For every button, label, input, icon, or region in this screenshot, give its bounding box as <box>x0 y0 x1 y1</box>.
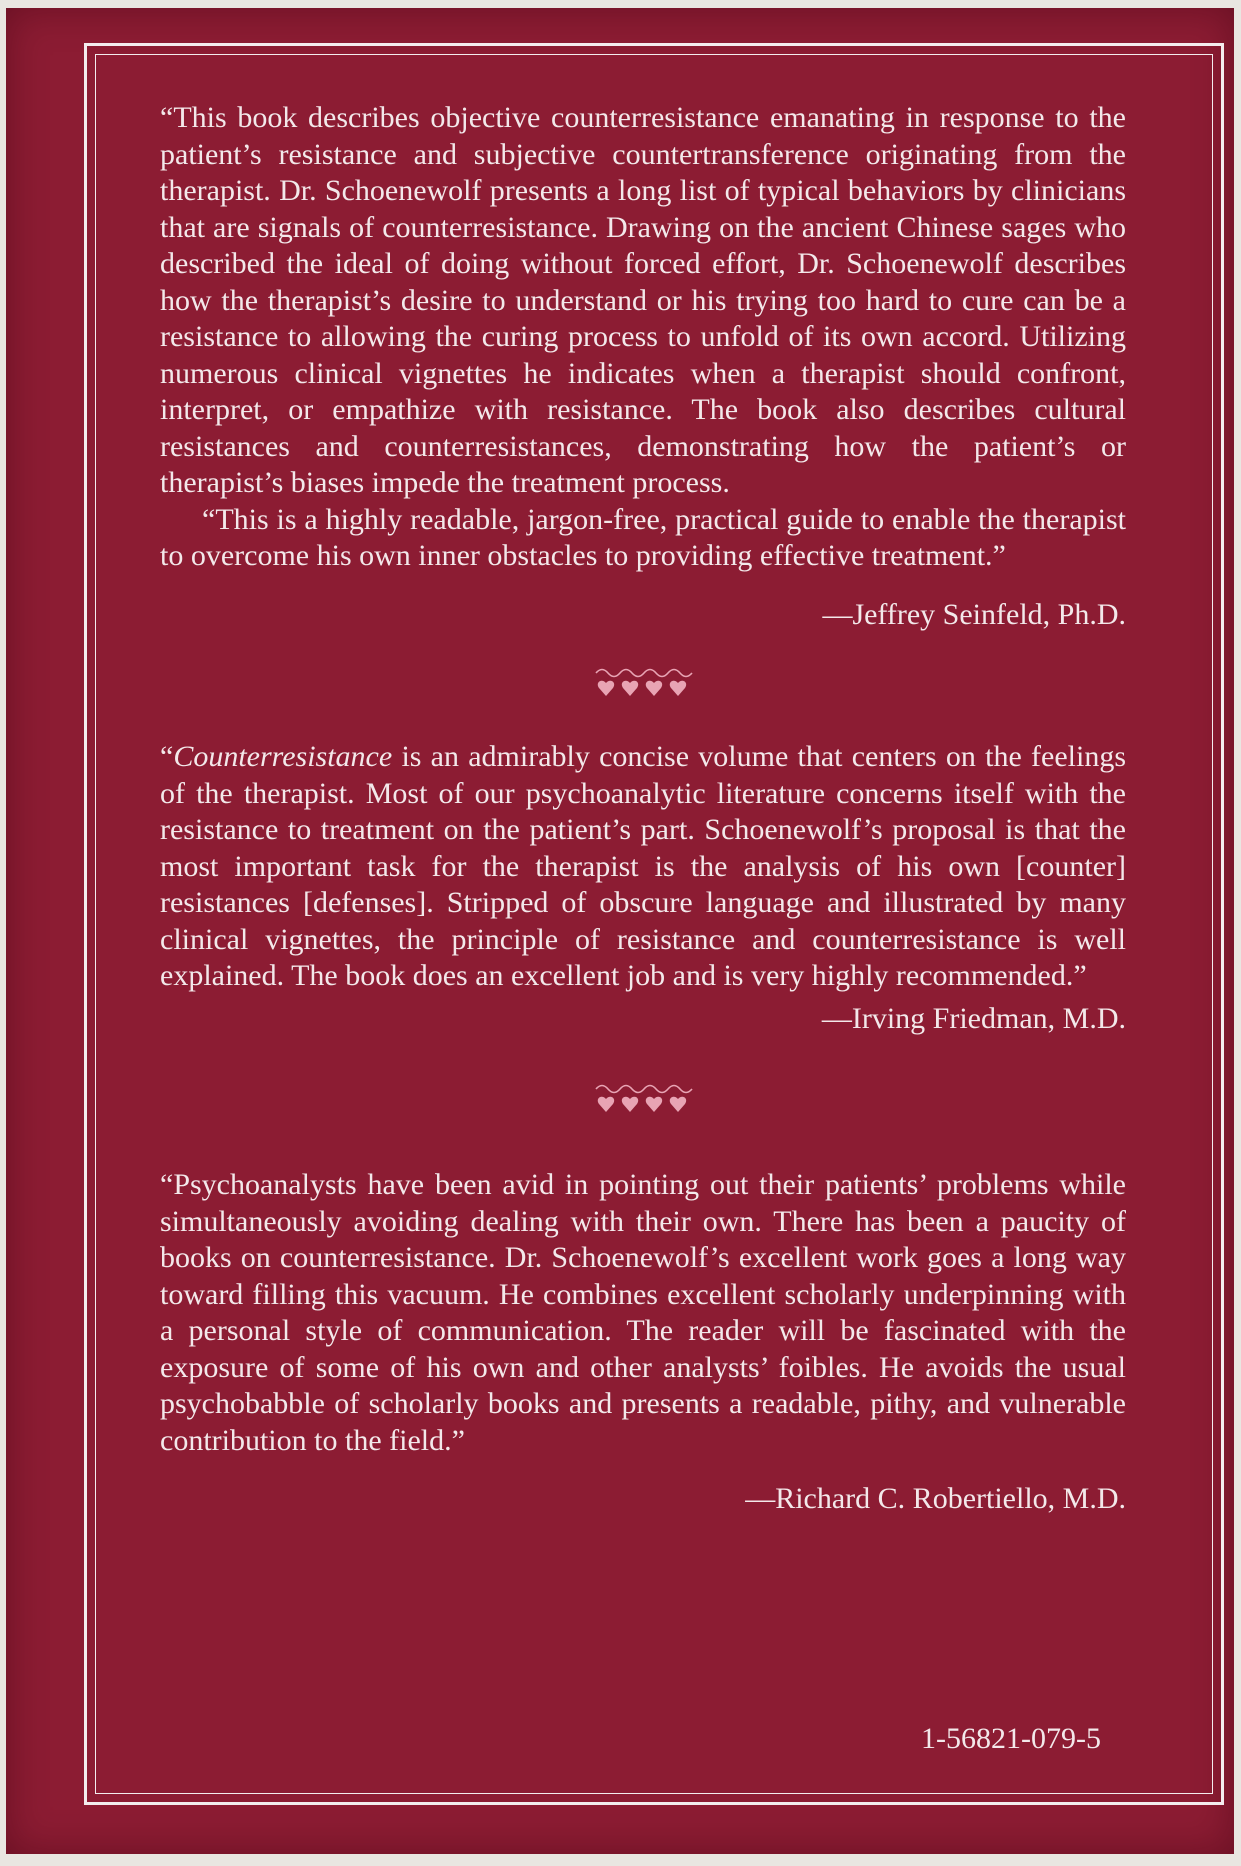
reviews-column <box>160 100 1126 1518</box>
review-paragraph: “This book describes objective counterresistance emanating in response to the patient’s resistance and subjective countertransference originating from the therapist. Dr. Schoenewolf presents a long list of typical behaviors by clinicians that are signals of counterresistance. Drawing on the ancient Chinese sages who described the ideal of doing without forced effort, Dr. Schoenewolf describes how the therapist’s desire to understand or his trying too hard to cure can be a resistance to allowing the curing process to unfold of its own accord. Utilizing numerous clinical vignettes he indicates when a therapist should confront, interpret, or empathize with resistance. The book also describes cultural resistances and counterresistances, demonstrating how the patient’s or therapist’s biases impede the treatment process. <box>160 101 1126 499</box>
review-robertiello <box>160 1167 1126 1518</box>
review-attribution: —Richard C. Robertiello, M.D. <box>745 1482 1126 1515</box>
review-text: is an admirably concise volume that centers on the feelings of the therapist. Most of our psychoanalytic literature concerns itself with the resistance to treatment on the patient’s part. Schoenewolf’s proposal is that the most important task for the therapist is the analysis of his own [counter] resistances [defenses]. Stripped of obscure language and illustrated by many clinical vignettes, the principle of resistance and counterresistance is well explained. The book does an excellent job and is very highly recommended.” <box>160 740 1126 992</box>
hearts-ornament-icon <box>160 665 1126 701</box>
hearts-ornament-icon <box>160 1081 1126 1117</box>
review-attribution: —Irving Friedman, M.D. <box>821 1001 1126 1035</box>
review-seinfeld <box>160 100 1126 633</box>
isbn-number: 1-56821-079-5 <box>921 1722 1101 1755</box>
review-paragraph <box>160 739 1126 995</box>
review-friedman <box>160 739 1126 1037</box>
book-title: Counterresistance <box>173 740 393 773</box>
review-paragraph: “Psychoanalysts have been avid in pointing out their patients’ problems while simultaneously avoiding dealing with their own. There has been a paucity of books on counterresistance. Dr. Schoenewolf’s excellent work goes a long way toward filling this vacuum. He combines excellent scholarly underpinning with a personal style of communication. The reader will be fascinated with the exposure of some of his own and other analysts’ foibles. He avoids the usual psychobabble of scholarly books and presents a readable, pithy, and vulnerable contribution to the field.” <box>160 1168 1126 1457</box>
review-attribution: —Jeffrey Seinfeld, Ph.D. <box>822 597 1126 631</box>
review-paragraph: “This is a highly readable, jargon-free, practical guide to enable the therapist to overcome his own inner obstacles to providing effective treatment.” <box>160 502 1126 572</box>
open-quote: “ <box>160 740 174 773</box>
